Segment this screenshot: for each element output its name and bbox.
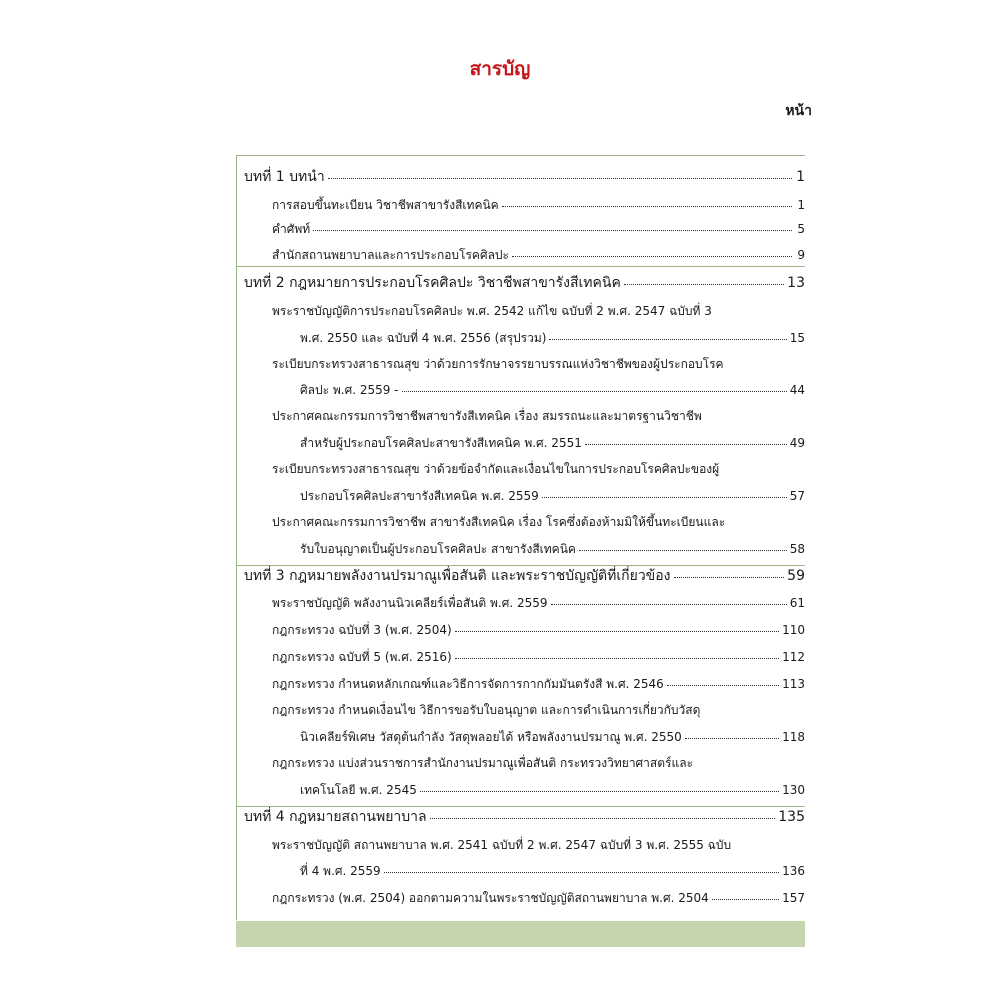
toc-divider xyxy=(236,155,805,156)
toc-entry-page: 13 xyxy=(787,275,805,291)
toc-entry[interactable] xyxy=(300,863,805,879)
toc-entry-page: 1 xyxy=(797,198,805,212)
leader-dots xyxy=(674,569,785,578)
leader-dots xyxy=(667,677,779,686)
toc-entry-text: พระราชบัญญัติ พลังงานนิวเคลียร์เพื่อสันติ พ.ศ. 2559 xyxy=(272,596,548,610)
page-title: สารบัญ xyxy=(469,58,531,80)
toc-entry-page: 136 xyxy=(782,864,805,878)
leader-dots xyxy=(585,436,787,445)
toc-entry-page: 118 xyxy=(782,730,805,744)
toc-entry-page: 61 xyxy=(789,596,805,610)
toc-entry-chapter-3[interactable] xyxy=(244,568,805,584)
toc-entry-text: พ.ศ. 2550 และ ฉบับที่ 4 พ.ศ. 2556 (สรุปรวม) xyxy=(300,331,547,345)
toc-entry[interactable] xyxy=(300,729,805,745)
leader-dots xyxy=(384,864,779,873)
toc-entry[interactable] xyxy=(272,622,805,638)
toc-entry-page: 44 xyxy=(789,383,805,397)
toc-entry[interactable] xyxy=(300,541,805,557)
leader-dots xyxy=(502,198,792,207)
leader-dots xyxy=(402,383,787,392)
toc-entry-text: ที่ 4 พ.ศ. 2559 xyxy=(300,864,381,878)
toc-entry-text: การสอบขึ้นทะเบียน วิชาชีพสาขารังสีเทคนิค xyxy=(272,198,499,212)
toc-entry-line: ประกาศคณะกรรมการวิชาชีพสาขารังสีเทคนิค เรื่อง สมรรถนะและมาตรฐานวิชาชีพ xyxy=(272,409,702,423)
toc-entry-page: 5 xyxy=(797,222,805,236)
toc-entry-text: คำศัพท์ xyxy=(272,222,311,236)
toc-entry-chapter-2[interactable] xyxy=(244,275,805,291)
toc-entry[interactable] xyxy=(272,676,805,692)
toc-entry-text: บทที่ 1 บทนำ xyxy=(244,169,325,185)
toc-entry-page: 110 xyxy=(782,623,805,637)
toc-entry-line: พระราชบัญญัติการประกอบโรคศิลปะ พ.ศ. 2542 แก้ไข ฉบับที่ 2 พ.ศ. 2547 ฉบับที่ 3 xyxy=(272,304,712,318)
toc-entry-page: 113 xyxy=(782,677,805,691)
toc-entry-text: กฎกระทรวง ฉบับที่ 5 (พ.ศ. 2516) xyxy=(272,650,452,664)
page-column-label: หน้า xyxy=(785,103,812,119)
toc-entry-line: กฎกระทรวง แบ่งส่วนราชการสำนักงานปรมาณูเพื่อสันติ กระทรวงวิทยาศาสตร์และ xyxy=(272,756,694,770)
toc-entry[interactable] xyxy=(272,890,805,906)
toc-entry-page: 9 xyxy=(797,248,805,262)
leader-dots xyxy=(579,542,787,551)
leader-dots xyxy=(328,170,792,179)
toc-entry-chapter-1[interactable] xyxy=(244,169,805,185)
section-divider xyxy=(236,806,805,807)
leader-dots xyxy=(549,331,786,340)
toc-entry-text: บทที่ 2 กฎหมายการประกอบโรคศิลปะ วิชาชีพสาขารังสีเทคนิค xyxy=(244,275,621,291)
toc-entry-text: บทที่ 4 กฎหมายสถานพยาบาล xyxy=(244,809,427,825)
toc-entry-page: 157 xyxy=(782,891,805,905)
toc-entry-text: สำหรับผู้ประกอบโรคศิลปะสาขารังสีเทคนิค พ.ศ. 2551 xyxy=(300,436,582,450)
leader-dots xyxy=(624,276,784,285)
toc-entry[interactable] xyxy=(300,435,805,451)
toc-entry-line: ประกาศคณะกรรมการวิชาชีพ สาขารังสีเทคนิค เรื่อง โรคซึ่งต้องห้ามมิให้ขึ้นทะเบียนและ xyxy=(272,515,726,529)
toc-entry-page: 135 xyxy=(778,809,805,825)
toc-entry-text: กฎกระทรวง (พ.ศ. 2504) ออกตามความในพระราชบัญญัติสถานพยาบาล พ.ศ. 2504 xyxy=(272,891,709,905)
leader-dots xyxy=(455,650,779,659)
toc-entry-page: 15 xyxy=(789,331,805,345)
toc-entry[interactable] xyxy=(272,595,805,611)
toc-entry-line: พระราชบัญญัติ สถานพยาบาล พ.ศ. 2541 ฉบับที่ 2 พ.ศ. 2547 ฉบับที่ 3 พ.ศ. 2555 ฉบับ xyxy=(272,838,732,852)
toc-entry-line: ระเบียบกระทรวงสาธารณสุข ว่าด้วยข้อจำกัดและเงื่อนไขในการประกอบโรคศิลปะของผู้ xyxy=(272,462,720,476)
toc-entry-page: 112 xyxy=(782,650,805,664)
toc-entry-line: กฎกระทรวง กำหนดเงื่อนไข วิธีการขอรับใบอนุญาต และการดำเนินการเกี่ยวกับวัสดุ xyxy=(272,703,701,717)
toc-entry-text: รับใบอนุญาตเป็นผู้ประกอบโรคศิลปะ สาขารังสีเทคนิค xyxy=(300,542,576,556)
toc-entry-text: สำนักสถานพยาบาลและการประกอบโรคศิลปะ xyxy=(272,248,509,262)
toc-entry-text: กฎกระทรวง กำหนดหลักเกณฑ์และวิธีการจัดการกากกัมมันตรังสี พ.ศ. 2546 xyxy=(272,677,664,691)
toc-entry[interactable] xyxy=(300,330,805,346)
leader-dots xyxy=(455,623,779,632)
section-divider xyxy=(236,266,805,267)
toc-entry-page: 1 xyxy=(796,169,805,185)
toc-entry-text: บทที่ 3 กฎหมายพลังงานปรมาณูเพื่อสันติ และพระราชบัญญัติที่เกี่ยวข้อง xyxy=(244,568,671,584)
toc-entry-page: 57 xyxy=(789,489,805,503)
leader-dots xyxy=(712,891,779,900)
toc-entry-page: 130 xyxy=(782,783,805,797)
leader-dots xyxy=(430,810,776,819)
toc-entry-text: กฎกระทรวง ฉบับที่ 3 (พ.ศ. 2504) xyxy=(272,623,452,637)
toc-entry[interactable] xyxy=(300,382,805,398)
toc-entry-line: ระเบียบกระทรวงสาธารณสุข ว่าด้วยการรักษาจรรยาบรรณแห่งวิชาชีพของผู้ประกอบโรค xyxy=(272,357,724,371)
toc-entry-text: เทคโนโลยี พ.ศ. 2545 xyxy=(300,783,417,797)
toc-entry[interactable] xyxy=(300,488,805,504)
leader-dots xyxy=(512,248,792,257)
toc-entry[interactable] xyxy=(272,221,805,237)
toc-entry-text: ศิลปะ พ.ศ. 2559 - xyxy=(300,383,399,397)
toc-entry-page: 49 xyxy=(789,436,805,450)
toc-entry-page: 58 xyxy=(789,542,805,556)
section-divider xyxy=(236,565,805,566)
toc-entry-text: ประกอบโรคศิลปะสาขารังสีเทคนิค พ.ศ. 2559 xyxy=(300,489,539,503)
toc-entry-text: นิวเคลียร์พิเศษ วัสดุต้นกำลัง วัสดุพลอยได้ หรือพลังงานปรมาณู พ.ศ. 2550 xyxy=(300,730,682,744)
toc-entry-chapter-4[interactable] xyxy=(244,809,805,825)
leader-dots xyxy=(542,489,787,498)
footer-bar xyxy=(236,921,805,947)
toc-entry[interactable] xyxy=(272,649,805,665)
toc-entry[interactable] xyxy=(272,247,805,263)
leader-dots xyxy=(420,783,779,792)
toc-entry[interactable] xyxy=(272,197,805,213)
leader-dots xyxy=(685,730,779,739)
toc-entry-page: 59 xyxy=(787,568,805,584)
toc-entry[interactable] xyxy=(300,782,805,798)
leader-dots xyxy=(551,596,787,605)
leader-dots xyxy=(313,222,792,231)
